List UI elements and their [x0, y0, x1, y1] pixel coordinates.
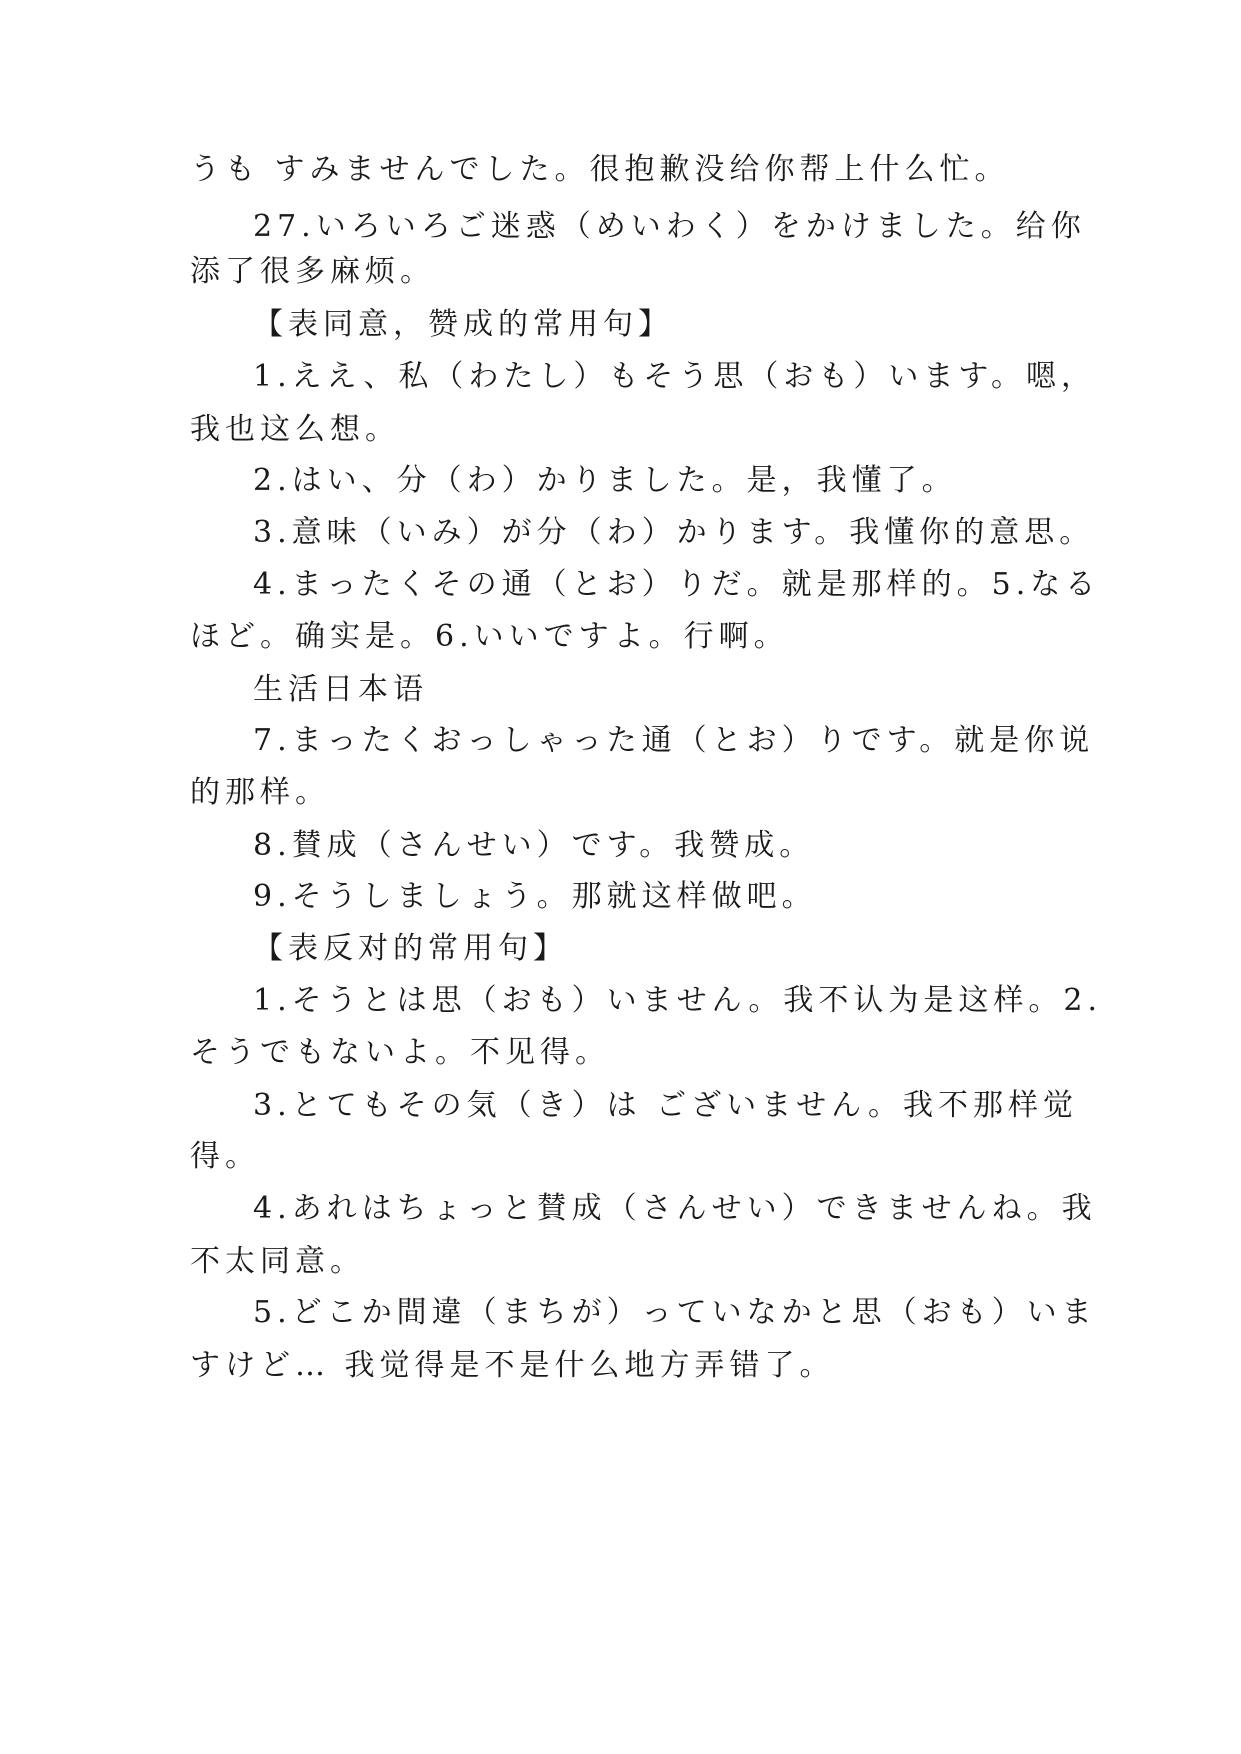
text-line-5: 1.ええ、私（わたし）もそう思（おも）います。嗯，	[253, 359, 1097, 394]
text-line-17: 1.そうとは思（おも）いません。我不认为是这样。2.	[253, 983, 1103, 1018]
text-line-18: そうでもないよ。不见得。	[190, 1035, 610, 1070]
text-line-15: 9.そうしましょう。那就这样做吧。	[253, 879, 817, 914]
text-line-3: 添了很多麻烦。	[190, 254, 435, 289]
text-line-22: 不太同意。	[190, 1244, 365, 1279]
text-line-6: 我也这么想。	[190, 412, 400, 447]
text-line-12: 7.まったくおっしゃった通（とお）りです。就是你说	[253, 723, 1095, 758]
text-line-13: 的那样。	[190, 775, 330, 810]
text-line-10: ほど。确实是。6.いいですよ。行啊。	[190, 619, 789, 654]
text-line-23: 5.どこか間違（まちが）っていなかと思（おも）いま	[253, 1295, 1097, 1330]
text-line-1: うも すみませんでした。很抱歉没给你帮上什么忙。	[190, 152, 1010, 187]
section-heading-oppose: 【表反对的常用句】	[253, 931, 568, 966]
text-line-14: 8.賛成（さんせい）です。我赞成。	[253, 828, 815, 863]
text-line-8: 3.意味（いみ）が分（わ）かります。我懂你的意思。	[253, 515, 1095, 550]
section-heading-agree: 【表同意，赞成的常用句】	[253, 307, 673, 342]
text-line-21: 4.あれはちょっと賛成（さんせい）できませんね。我	[253, 1191, 1097, 1226]
text-line-7: 2.はい、分（わ）かりました。是，我懂了。	[253, 463, 957, 498]
text-line-11: 生活日本语	[253, 672, 428, 707]
text-line-19: 3.とてもその気（き）は ございません。我不那样觉	[253, 1088, 1078, 1123]
text-line-9: 4.まったくその通（とお）りだ。就是那样的。5.なる	[253, 567, 1101, 602]
text-line-2: 27.いろいろご迷惑（めいわく）をかけました。给你	[253, 209, 1086, 244]
text-line-24: すけど… 我觉得是不是什么地方弄错了。	[190, 1348, 835, 1383]
text-line-20: 得。	[190, 1139, 260, 1174]
